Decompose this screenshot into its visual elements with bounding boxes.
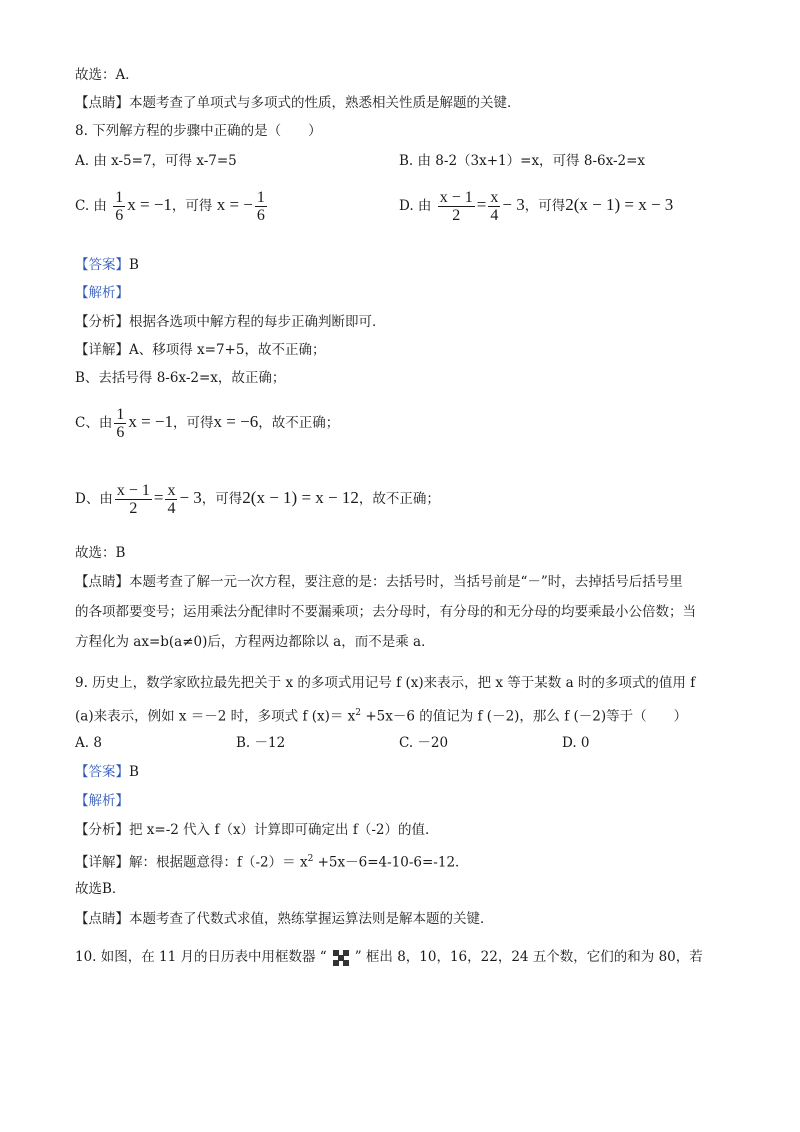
q10-stem: 10. 如图，在 11 月的日历表中用框数器 “ ” 框出 8，10，16，22，24 五个数，它们的和为 80，若 — [75, 949, 703, 965]
q8-stem: 8. 下列解方程的步骤中正确的是（ ） — [75, 123, 322, 139]
q8-note-3: 方程化为 ax=b(a≠0)后，方程两边都除以 a，而不是乘 a． — [75, 634, 435, 650]
q9-stem-2: (a)来表示，例如 x ＝－2 时，多项式 f $(x)= x^2 +5x-6$ 的值记为 f (－2)，那么 f (－2)等于（ ） — [75, 708, 688, 725]
fraction: $\frac{x - 1}{2}$ — [116, 482, 150, 517]
q8-conclusion: 故选：B — [75, 545, 126, 561]
q9-analysis-tag: 【解析】 — [75, 793, 129, 809]
q8-option-b: B. 由 8-2（3x+1）=x，可得 8-6x-2=x — [399, 153, 646, 169]
q8-xiangjie: 【详解】A、移项得 x=7+5，故不正确； — [75, 342, 326, 358]
q9-answer: 【答案】B — [75, 764, 139, 780]
fraction: $\frac{x - 1}{2}$ — [439, 189, 473, 224]
fraction: $\frac{1}{6}$ — [116, 406, 125, 441]
note-q7 — [75, 94, 521, 112]
q8-option-c: C. 由 $\frac{1}{6}$ x = −1，可得 x = − $\frac{1}{6}$ — [75, 189, 265, 224]
conclusion-q7: 故选：A． — [75, 67, 139, 83]
q8-option-a: A. 由 x-5=7，可得 x-7=5 — [75, 153, 237, 169]
q9-option-c: C. －20 — [399, 735, 449, 751]
note-tag: 【点睛】 — [75, 95, 129, 111]
q9-note: 【点睛】本题考查了代数式求值，熟练掌握运算法则是解本题的关键． — [75, 911, 494, 927]
q9-stem-1: 9. 历史上，数学家欧拉最先把关于 x 的多项式用记号 f (x)来表示，把 x 等于某数 a 时的多项式的值用 f — [75, 675, 696, 691]
frame-counter-icon — [333, 950, 349, 966]
q8-note-1: 【点睛】本题考查了解一元一次方程，要注意的是：去括号时，当括号前是“－”时，去掉括号后括号里 — [75, 574, 683, 590]
q9-xiangjie: 【详解】解：根据题意得：$f(-2)= x^2 +5x-6=4-10-6=-12$． — [75, 854, 469, 871]
fraction: $\frac{x}{4}$ — [167, 482, 176, 517]
q8-option-d: D. 由 $\frac{x - 1}{2}$ = $\frac{x}{4}$ − 3，可得2(x − 1) = x − 3 — [399, 189, 674, 224]
q8-note-2: 的各项都要变号；运用乘法分配律时不要漏乘项；去分母时，有分母的和无分母的均要乘最小公倍数；当 — [75, 604, 696, 620]
fraction: $\frac{1}{6}$ — [115, 189, 124, 224]
note-text: 本题考查了单项式与多项式的性质，熟悉相关性质是解题的关键． — [129, 95, 521, 111]
q9-option-b: B. －12 — [236, 735, 286, 751]
q9-option-d: D. 0 — [562, 735, 590, 751]
q8-xiangjie-c: C、由 $\frac{1}{6}$ x = −1，可得x = −6，故不正确； — [75, 406, 340, 441]
q9-conclusion: 故选B． — [75, 881, 126, 897]
q9-option-a: A. 8 — [75, 735, 102, 751]
q8-answer: 【答案】B — [75, 257, 139, 273]
q8-xiangjie-d: D、由 $\frac{x - 1}{2}$ = $\frac{x}{4}$ − 3，可得2(x − 1) = x − 12，故不正确； — [75, 482, 440, 517]
q8-xiangjie-b: B、去括号得 8-6x-2=x，故正确； — [75, 370, 286, 386]
fraction: $\frac{x}{4}$ — [490, 189, 499, 224]
fraction: $\frac{1}{6}$ — [256, 189, 265, 224]
q8-analysis-tag: 【解析】 — [75, 285, 129, 301]
q9-fenxi: 【分析】把 x=-2 代入 f（x）计算即可确定出 f（-2）的值． — [75, 822, 439, 838]
answer-tag: 【答案】 — [75, 257, 129, 273]
q8-fenxi: 【分析】根据各选项中解方程的每步正确判断即可． — [75, 314, 386, 330]
